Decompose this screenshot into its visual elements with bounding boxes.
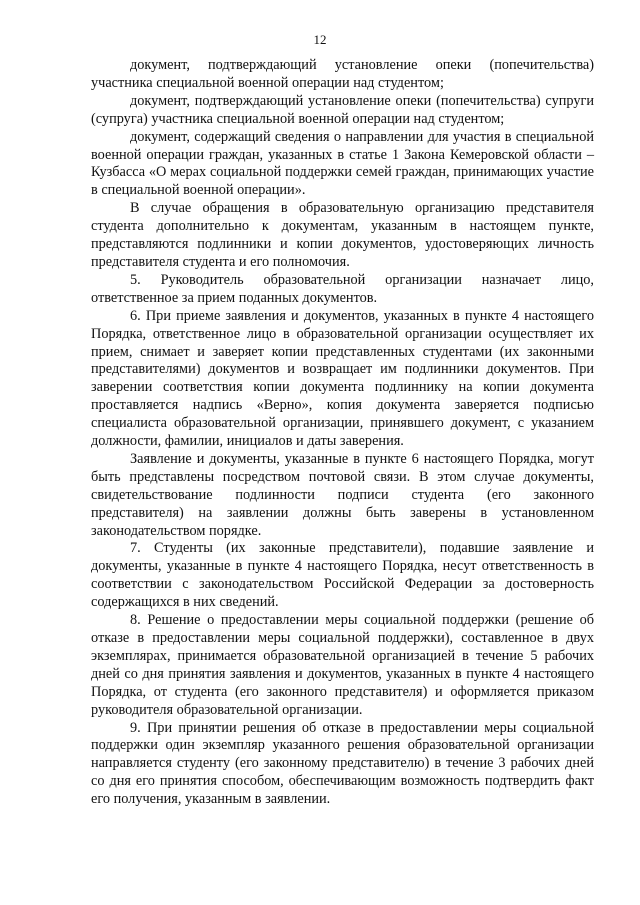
document-body bbox=[91, 57, 594, 809]
paragraph-referral-document: документ, содержащий сведения о направлении для участия в специальной военной операции граждан, указанных в статье 1 Закона Кемеровской области – Кузбасса «О мерах социальной поддержки семей граждан, принимающих участие в специальной военной операции». bbox=[91, 128, 594, 199]
paragraph-item-9: 9. При принятии решения об отказе в предоставлении меры социальной поддержки один экземпляр указанного решения образовательной организации направляется студенту (его законному представителю) в течение 3 рабочих дней со дня его принятия способом, обеспечивающим возможность подтвердить факт его получения, указанным в заявлении. bbox=[91, 719, 594, 808]
paragraph-postal-submission: Заявление и документы, указанные в пункте 6 настоящего Порядка, могут быть представлены посредством почтовой связи. В этом случае документы, свидетельствование подлинности подписи студента (его законного представителя) на заявлении должны быть заверены в установленном законодательством порядке. bbox=[91, 450, 594, 539]
paragraph-item-6: 6. При приеме заявления и документов, указанных в пункте 4 настоящего Порядка, ответственное лицо в образовательной организации осуществляет их прием, снимает и заверяет копии представленных студентами (их законными представителями) документов и возвращает им подлинники документов. При заверении соответствия копии документа подлиннику на копии документа проставляется надпись «Верно», копия документа заверяется подписью специалиста образовательной организации, принявшего документ, с указанием должности, фамилии, инициалов и даты заверения. bbox=[91, 307, 594, 450]
page-number: 12 bbox=[313, 32, 327, 47]
paragraph-item-5: 5. Руководитель образовательной организации назначает лицо, ответственное за прием поданных документов. bbox=[91, 271, 594, 306]
paragraph-representative: В случае обращения в образовательную организацию представителя студента дополнительно к документам, указанным в настоящем пункте, представляются подлинники и копии документов, удостоверяющих личность представителя студента и его полномочия. bbox=[91, 200, 594, 270]
paragraph-item-7: 7. Студенты (их законные представители), подавшие заявление и документы, указанные в пункте 4 настоящего Порядка, несут ответственность в соответствии с законодательством Российской Федерации за достоверность содержащихся в них сведений. bbox=[91, 540, 594, 611]
paragraph-item-8: 8. Решение о предоставлении меры социальной поддержки (решение об отказе в предоставлении меры социальной поддержки), составленное в двух экземплярах, принимается образовательной организацией в течение 5 рабочих дней со дня принятия заявления и документов, указанных в пункте 4 настоящего Порядка, от студента (его законного представителя) и оформляется приказом руководителя образовательной организации. bbox=[91, 612, 594, 718]
paragraph-guardianship-spouse: документ, подтверждающий установление опеки (попечительства) супруги (супруга) участника специальной военной операции над студентом; bbox=[91, 92, 594, 127]
paragraph-guardianship-student: документ, подтверждающий установление опеки (попечительства) участника специальной военной операции над студентом; bbox=[91, 57, 594, 91]
